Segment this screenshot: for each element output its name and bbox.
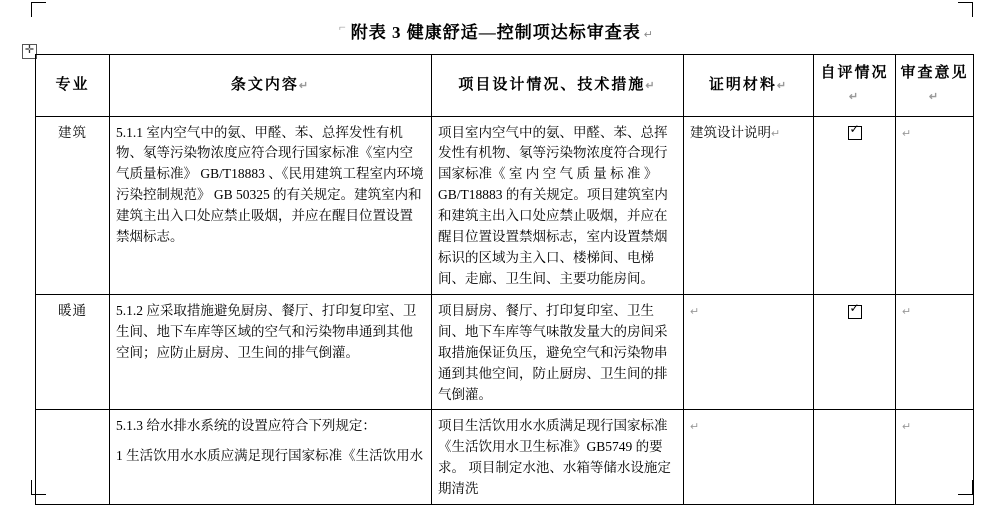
cell-self-check[interactable] <box>814 116 896 294</box>
cell-design[interactable]: 项目厨房、餐厅、打印复印室、卫生间、地下车库等气味散发量大的房间采取措施保证负压，避免空气和污染物串通到其他空间，防止厨房、卫生间的排气倒灌。 <box>432 294 684 410</box>
paragraph-mark-icon: ↵ <box>902 421 912 434</box>
column-header-self-check: 自评情况↵ <box>814 55 896 117</box>
cell-design[interactable]: 项目生活饮用水水质满足现行国家标准《生活饮用水卫生标准》GB5749 的要求。 项目制定水池、水箱等储水设施定期清洗 <box>432 410 684 505</box>
paragraph-mark-icon: ↵ <box>776 79 789 92</box>
table-row <box>36 410 974 505</box>
paragraph-mark-icon: ↵ <box>690 305 700 318</box>
cell-evidence[interactable] <box>684 410 814 505</box>
checkbox-checked-icon[interactable] <box>848 126 862 140</box>
page-corner-top-left <box>31 2 46 17</box>
table-move-handle-icon[interactable]: ✛ <box>22 44 37 59</box>
table-row <box>36 116 974 294</box>
paragraph-mark-icon: ↵ <box>643 29 654 41</box>
cell-clause[interactable]: 5.1.2 应采取措施避免厨房、餐厅、打印复印室、卫生间、地下车库等区域的空气和污染物串通到其他空间；应防止厨房、卫生间的排气倒灌。 <box>110 294 432 410</box>
cell-clause[interactable]: 5.1.1 室内空气中的氨、甲醛、苯、总挥发性有机物、氡等污染物浓度应符合现行国家标准《室内空气质量标准》 GB/T18883 、《民用建筑工程室内环境污染控制规范》 GB 50325 的有关规定。建筑室内和建筑主出入口处应禁止吸烟，并应在醒目位置设置禁烟标志。 <box>110 116 432 294</box>
paragraph-mark-icon: ↵ <box>848 91 861 104</box>
review-table <box>35 54 974 505</box>
cell-major: 暖通 <box>36 294 110 410</box>
table-header-row <box>36 55 974 117</box>
cell-major <box>36 410 110 505</box>
checkbox-checked-icon[interactable] <box>848 305 862 319</box>
column-header-design: 项目设计情况、技术措施↵ <box>432 55 684 117</box>
cell-self-check[interactable] <box>814 410 896 505</box>
table-row <box>36 294 974 410</box>
column-header-review: 审查意见↵ <box>896 55 974 117</box>
paragraph-mark-icon: ↵ <box>645 79 657 92</box>
title-text: 附表 3 健康舒适—控制项达标审查表 <box>350 23 641 42</box>
cell-review[interactable] <box>896 294 974 410</box>
title-anchor-icon: ⌐ <box>339 20 347 35</box>
paragraph-mark-icon: ↵ <box>298 79 311 92</box>
column-header-major: 专业 <box>36 55 110 117</box>
cell-review[interactable] <box>896 116 974 294</box>
cell-evidence[interactable]: 建筑设计说明↵ <box>684 116 814 294</box>
paragraph-mark-icon: ↵ <box>928 91 941 104</box>
cell-self-check[interactable] <box>814 294 896 410</box>
paragraph-mark-icon: ↵ <box>902 305 912 318</box>
paragraph-mark-icon: ↵ <box>771 127 781 140</box>
cell-major: 建筑 <box>36 116 110 294</box>
cell-evidence[interactable] <box>684 294 814 410</box>
page-title <box>0 18 993 43</box>
cell-clause[interactable]: 5.1.3 给水排水系统的设置应符合下列规定： 1 生活饮用水水质应满足现行国家标准《生活饮用水 <box>110 410 432 505</box>
paragraph-mark-icon: ↵ <box>690 421 700 434</box>
cell-review[interactable] <box>896 410 974 505</box>
column-header-evidence: 证明材料↵ <box>684 55 814 117</box>
paragraph-mark-icon: ↵ <box>902 127 912 140</box>
cell-design[interactable]: 项目室内空气中的氨、甲醛、苯、总挥发性有机物、氡等污染物浓度符合现行国家标准《 室 内 空 气 质 量 标 准 》GB/T18883 的有关规定。项目建筑室内和建筑主出入口处应禁止吸烟，并应在醒目位置设置禁烟标志，室内设置禁烟标识的区域为主入口、楼梯间、电梯间、走廊、卫生间、主要功能房间。 <box>432 116 684 294</box>
page-corner-top-right <box>958 2 973 17</box>
column-header-clause: 条文内容↵ <box>110 55 432 117</box>
